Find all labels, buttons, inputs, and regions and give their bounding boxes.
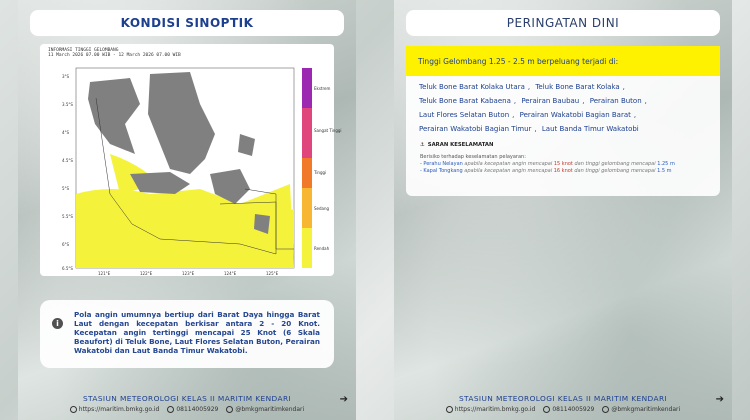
legend-label-sedang: Sedang bbox=[314, 206, 330, 211]
station-name: STASIUN METEOROLOGI KELAS II MARITIM KENDARI bbox=[82, 394, 292, 403]
legend-label-sangat-tinggi: Sangat Tinggi bbox=[314, 128, 342, 133]
location-item: Laut Banda Timur Wakatobi bbox=[541, 125, 639, 133]
lat-tick: 6°S bbox=[62, 242, 70, 247]
website-link[interactable] bbox=[446, 406, 536, 413]
legend-sedang-swatch bbox=[302, 188, 312, 228]
location-item: Teluk Bone Barat Kolaka , bbox=[535, 83, 625, 91]
website-text: https://maritim.bmkg.go.id bbox=[454, 406, 536, 413]
instagram-link[interactable] bbox=[226, 406, 304, 413]
wave-height-map bbox=[40, 44, 342, 276]
location-item: Perairan Buton , bbox=[589, 97, 647, 105]
contact-row bbox=[394, 406, 732, 413]
synoptic-info-card bbox=[40, 300, 334, 368]
phone-text: 08114005929 bbox=[552, 406, 595, 413]
safety-item-perahu: - Perahu Nelayan apabila kecepatan angin mencapai 15 knot dan tinggi gelombang mencapai 1.25 m bbox=[420, 161, 675, 167]
lat-tick: 5.5°S bbox=[62, 214, 73, 219]
lat-tick: 4°S bbox=[62, 130, 70, 135]
location-item: Perairan Baubau , bbox=[521, 97, 585, 105]
legend-tinggi-swatch bbox=[302, 158, 312, 188]
next-arrow-icon[interactable]: ➔ bbox=[715, 394, 724, 405]
whatsapp-icon bbox=[167, 406, 174, 413]
slide-peringatan-dini bbox=[394, 0, 732, 420]
location-item: Laut Flores Selatan Buton , bbox=[419, 111, 515, 119]
wave-map-card bbox=[40, 44, 342, 276]
whatsapp-icon bbox=[543, 406, 550, 413]
contact-row bbox=[18, 406, 356, 413]
instagram-link[interactable] bbox=[602, 406, 680, 413]
legend-label-rendah: Rendah bbox=[314, 246, 330, 251]
website-link[interactable] bbox=[70, 406, 160, 413]
safety-advice bbox=[420, 154, 720, 175]
instagram-text: @bmkgmaritimkendari bbox=[235, 406, 305, 413]
safety-item-tongkang: - Kapal Tongkang apabila kecepatan angin mencapai 16 knot dan tinggi gelombang mencapai 1.5 m bbox=[420, 168, 672, 174]
info-icon: i bbox=[52, 318, 63, 329]
instagram-icon bbox=[226, 406, 233, 413]
lat-tick: 5°S bbox=[62, 186, 70, 191]
legend-ekstrem-swatch bbox=[302, 68, 312, 108]
lat-tick: 3°S bbox=[62, 74, 70, 79]
footer bbox=[394, 390, 732, 420]
globe-icon bbox=[70, 406, 77, 413]
location-item: Perairan Wakatobi Bagian Timur , bbox=[419, 125, 537, 133]
lat-tick: 6.5°S bbox=[62, 266, 73, 271]
lat-tick: 3.5°S bbox=[62, 102, 73, 107]
map-header-date: 11 March 2026 07.00 WIB - 12 March 2026 07.00 WIB bbox=[48, 53, 181, 58]
legend-label-tinggi: Tinggi bbox=[314, 170, 327, 175]
early-warning-card bbox=[406, 46, 720, 196]
next-arrow-icon[interactable]: ➔ bbox=[339, 394, 348, 405]
location-item: Teluk Bone Barat Kolaka Utara , bbox=[419, 83, 531, 91]
slide-kondisi-sinoptik bbox=[18, 0, 356, 420]
globe-icon bbox=[446, 406, 453, 413]
warning-headline: Tinggi Gelombang 1.25 - 2.5 m berpeluang terjadi di: bbox=[406, 46, 720, 76]
lon-tick: 125°E bbox=[266, 271, 279, 276]
phone-link[interactable] bbox=[167, 406, 218, 413]
location-item: Teluk Bone Barat Kabaena , bbox=[419, 97, 517, 105]
slide-title: KONDISI SINOPTIK bbox=[30, 10, 344, 36]
location-list bbox=[406, 76, 720, 136]
lat-tick: 4.5°S bbox=[62, 158, 73, 163]
life-ring-icon: ⚓ bbox=[420, 142, 425, 148]
lon-tick: 122°E bbox=[140, 271, 153, 276]
instagram-text: @bmkgmaritimkendari bbox=[611, 406, 681, 413]
legend-sangat-tinggi-swatch bbox=[302, 108, 312, 158]
station-name: STASIUN METEOROLOGI KELAS II MARITIM KENDARI bbox=[458, 394, 668, 403]
lon-tick: 121°E bbox=[98, 271, 111, 276]
map-header-title: INFORMASI TINGGI GELOMBANG bbox=[48, 48, 119, 53]
legend-rendah-swatch bbox=[302, 228, 312, 268]
legend-label-ekstrem: Ekstrem bbox=[314, 86, 331, 91]
location-item: Perairan Wakatobi Bagian Barat , bbox=[519, 111, 637, 119]
synoptic-description: Pola angin umumnya bertiup dari Barat Daya hingga Barat Laut dengan kecepatan berkisar antara 2 - 20 Knot. Kecepatan angin tertinggi mencapai 25 Knot (6 Skala Beaufort) di Teluk Bone, Laut Flores Selatan Buton, Perairan Wakatobi dan Laut Banda Timur Wakatobi. bbox=[74, 310, 320, 355]
safety-intro: Berisiko terhadap keselamatan pelayaran: bbox=[420, 154, 526, 160]
website-text: https://maritim.bmkg.go.id bbox=[78, 406, 160, 413]
phone-link[interactable] bbox=[543, 406, 594, 413]
instagram-icon bbox=[602, 406, 609, 413]
lon-tick: 124°E bbox=[224, 271, 237, 276]
slide-title: PERINGATAN DINI bbox=[406, 10, 720, 36]
footer bbox=[18, 390, 356, 420]
phone-text: 08114005929 bbox=[176, 406, 219, 413]
lon-tick: 123°E bbox=[182, 271, 195, 276]
safety-heading: ⚓ SARAN KESELAMATAN bbox=[420, 142, 494, 148]
